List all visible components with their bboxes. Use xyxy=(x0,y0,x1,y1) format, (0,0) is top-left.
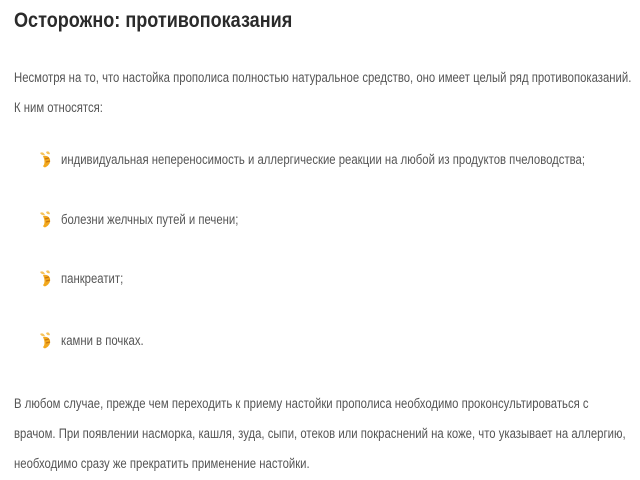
list-item-text: индивидуальная непереносимость и аллергические реакции на любой из продуктов пчеловодства; xyxy=(61,152,586,167)
bee-icon xyxy=(38,332,54,350)
list-item-text: панкреатит; xyxy=(61,271,124,286)
list-item-text: камни в почках. xyxy=(61,333,144,348)
bee-icon xyxy=(38,151,54,169)
list-item-text: болезни желчных путей и печени; xyxy=(61,212,239,227)
intro-paragraph: Несмотря на то, что настойка прополиса полностью натуральное средство, оно имеет целый ряд противопоказаний. К ним относятся: xyxy=(14,70,632,115)
outro-paragraph: В любом случае, прежде чем переходить к приему настойки прополиса необходимо проконсультироваться с врачом. При появлении насморка, кашля, зуда, сыпи, отеков или покраснений на коже, что указывает на аллергию, необходимо сразу же прекратить применение настойки. xyxy=(14,396,626,471)
bee-icon xyxy=(38,211,54,229)
bee-icon xyxy=(38,270,54,288)
section-heading: Осторожно: противопоказания xyxy=(14,9,293,32)
